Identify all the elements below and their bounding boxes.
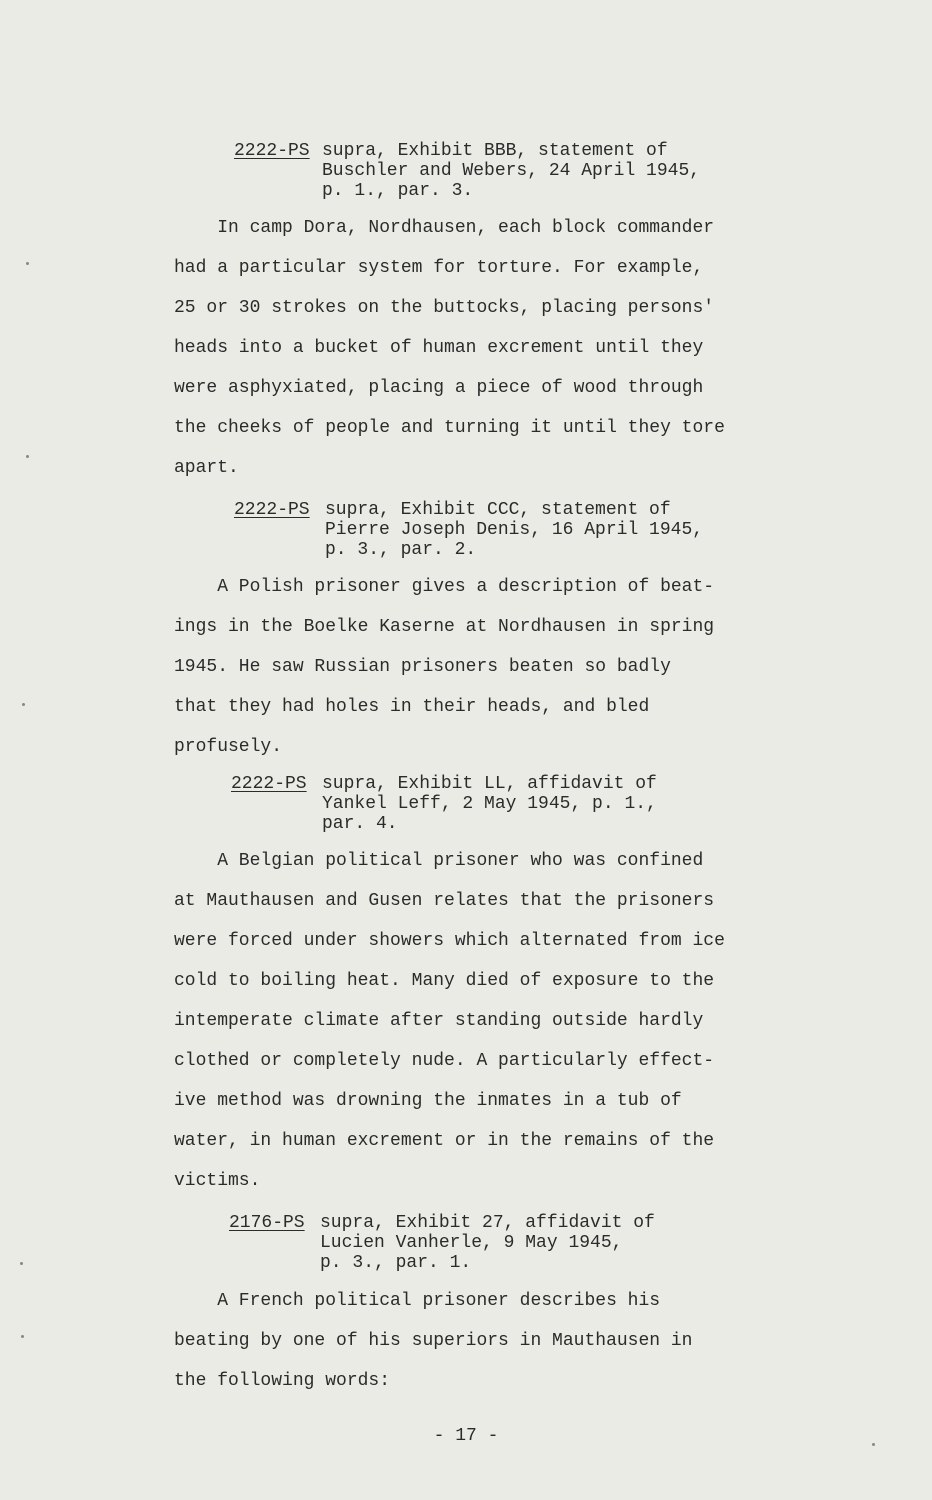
scan-speck xyxy=(22,703,25,706)
paragraph-line: the following words: xyxy=(174,1371,391,1391)
paragraph-line: In camp Dora, Nordhausen, each block commander xyxy=(174,218,715,238)
citation-reference: 2176-PS xyxy=(229,1213,305,1233)
paragraph-line: profusely. xyxy=(174,737,283,757)
citation-line: supra, Exhibit BBB, statement of xyxy=(322,141,668,161)
citation-line: supra, Exhibit 27, affidavit of xyxy=(320,1213,655,1233)
paragraph-line: cold to boiling heat. Many died of exposure to the xyxy=(174,971,715,991)
citation-line: p. 1., par. 3. xyxy=(322,181,474,201)
body-paragraph xyxy=(174,567,774,767)
citation-line: Yankel Leff, 2 May 1945, p. 1., xyxy=(322,794,657,814)
paragraph-line: had a particular system for torture. For example, xyxy=(174,258,704,278)
scan-speck xyxy=(872,1443,875,1446)
citation-reference: 2222-PS xyxy=(231,774,307,794)
body-paragraph xyxy=(174,1281,774,1401)
paragraph-line: 25 or 30 strokes on the buttocks, placing persons' xyxy=(174,298,715,318)
citation-line: supra, Exhibit CCC, statement of xyxy=(325,500,671,520)
citation-line: p. 3., par. 2. xyxy=(325,540,477,560)
scan-speck xyxy=(26,262,29,265)
paragraph-line: apart. xyxy=(174,458,239,478)
scan-speck xyxy=(21,1335,24,1338)
paragraph-line: victims. xyxy=(174,1171,261,1191)
paragraph-line: that they had holes in their heads, and bled xyxy=(174,697,650,717)
body-paragraph xyxy=(174,841,774,1201)
citation-reference: 2222-PS xyxy=(234,500,310,520)
paragraph-line: ive method was drowning the inmates in a tub of xyxy=(174,1091,682,1111)
paragraph-line: beating by one of his superiors in Mauthausen in xyxy=(174,1331,693,1351)
citation-line: Lucien Vanherle, 9 May 1945, xyxy=(320,1233,623,1253)
citation-line: Pierre Joseph Denis, 16 April 1945, xyxy=(325,520,704,540)
paragraph-line: were asphyxiated, placing a piece of wood through xyxy=(174,378,704,398)
paragraph-line: at Mauthausen and Gusen relates that the prisoners xyxy=(174,891,715,911)
paragraph-line: 1945. He saw Russian prisoners beaten so badly xyxy=(174,657,671,677)
paragraph-line: A Polish prisoner gives a description of beat- xyxy=(174,577,715,597)
paragraph-line: intemperate climate after standing outside hardly xyxy=(174,1011,704,1031)
paragraph-line: clothed or completely nude. A particularly effect- xyxy=(174,1051,715,1071)
paragraph-line: the cheeks of people and turning it until they tore xyxy=(174,418,725,438)
paragraph-line: water, in human excrement or in the remains of the xyxy=(174,1131,715,1151)
paragraph-line: were forced under showers which alternated from ice xyxy=(174,931,725,951)
citation-line: supra, Exhibit LL, affidavit of xyxy=(322,774,657,794)
paragraph-line: A French political prisoner describes his xyxy=(174,1291,661,1311)
paragraph-line: ings in the Boelke Kaserne at Nordhausen in spring xyxy=(174,617,715,637)
paragraph-line: heads into a bucket of human excrement until they xyxy=(174,338,704,358)
citation-reference: 2222-PS xyxy=(234,141,310,161)
citation-line: p. 3., par. 1. xyxy=(320,1253,472,1273)
scan-speck xyxy=(20,1262,23,1265)
page-number: - 17 - xyxy=(433,1426,499,1446)
citation-line: Buschler and Webers, 24 April 1945, xyxy=(322,161,701,181)
paragraph-line: A Belgian political prisoner who was confined xyxy=(174,851,704,871)
citation-line: par. 4. xyxy=(322,814,398,834)
body-paragraph xyxy=(174,208,774,488)
scan-speck xyxy=(26,455,29,458)
